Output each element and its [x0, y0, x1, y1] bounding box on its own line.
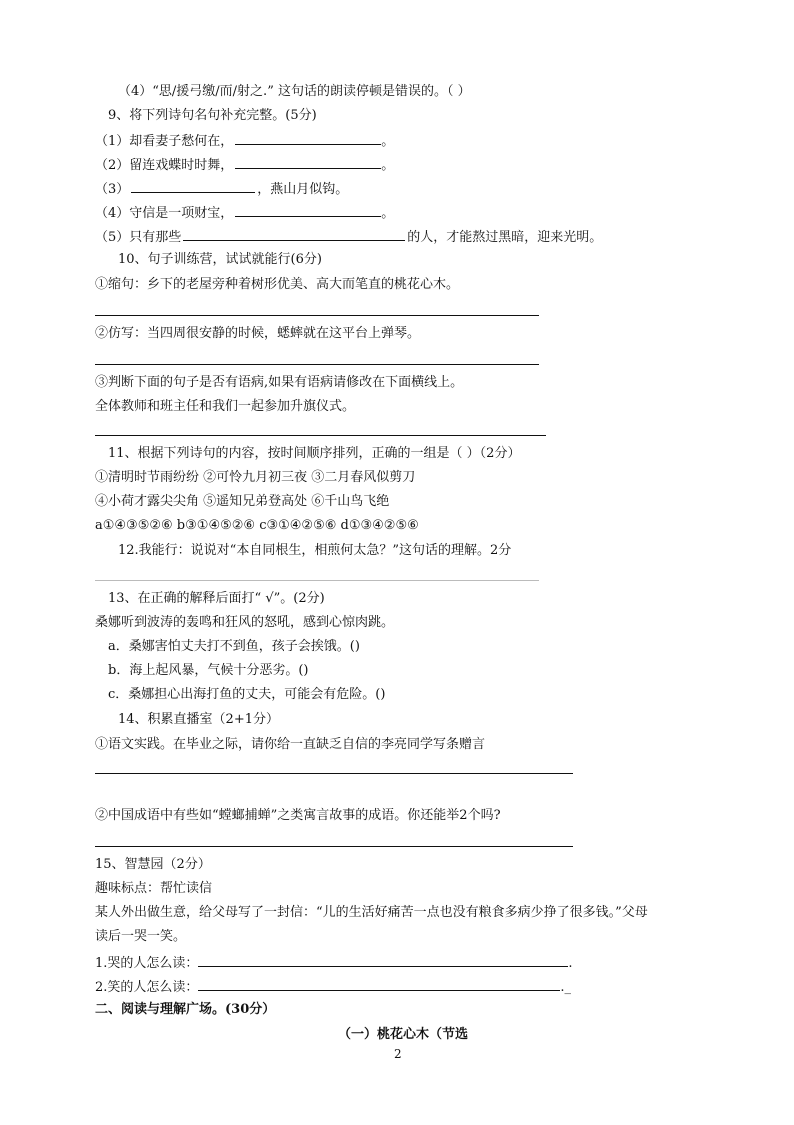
q14-title: 14、积累直播室（2+1分） — [118, 712, 279, 727]
answer-line[interactable] — [95, 580, 539, 581]
q12-title: 12.我能行：说说对“本自同根生，相煎何太急？”这句话的理解。2分 — [118, 543, 512, 558]
q11-title: 11、根据下列诗句的内容，按时间顺序排列，正确的一组是（ ）（2分） — [108, 446, 521, 461]
q8-item-4: （4）“思/援弓缴/而/射之.” 这句话的朗读停顿是错误的。（ ） — [118, 84, 471, 99]
q10-item-a: ①缩句：乡下的老屋旁种着树形优美、高大而笔直的桃花心木。 — [95, 277, 460, 292]
q13-option-a: a．桑娜害怕丈夫打不到鱼，孩子会挨饿。() — [108, 639, 360, 654]
q10-sentence: 全体教师和班主任和我们一起参加升旗仪式。 — [95, 399, 356, 414]
q13-option-c: c．桑娜担心出海打鱼的丈夫，可能会有危险。() — [108, 687, 386, 702]
q9-title: 9、将下列诗句名句补充完整。(5分) — [108, 108, 317, 123]
q9-line-4: （4）守信是一项财宝， 。 — [95, 203, 394, 223]
answer-line[interactable] — [95, 435, 546, 436]
answer-blank[interactable] — [198, 977, 560, 991]
q9-line-1: （1）却看妻子愁何在， 。 — [95, 131, 394, 151]
q9-line-5: （5）只有那些 的人，才能熬过黑暗，迎来光明。 — [95, 227, 602, 247]
q15-question-1: 1.哭的人怎么读： . — [95, 953, 573, 973]
answer-line[interactable] — [95, 315, 539, 316]
q9-line-2: （2）留连戏蝶时时舞， 。 — [95, 155, 394, 175]
q9-line-3: （3） ，燕山月似钩。 — [95, 179, 348, 199]
q15-subtitle: 趣味标点：帮忙读信 — [95, 881, 213, 896]
q11-poems-row-1: ①清明时节雨纷纷 ②可怜九月初三夜 ③二月春风似剪刀 — [95, 470, 416, 485]
q14-item-a: ①语文实践。在毕业之际，请你给一直缺乏自信的李亮同学写条赠言 — [95, 737, 486, 752]
q10-item-b: ②仿写：当四周很安静的时候，蟋蟀就在这平台上弹琴。 — [95, 326, 421, 341]
page-number: 2 — [394, 1047, 402, 1061]
q14-item-b: ②中国成语中有些如“螳螂捕蝉”之类寓言故事的成语。你还能举2个吗? — [95, 808, 501, 823]
section-2-heading: 二、阅读与理解广场。(30分） — [95, 1002, 276, 1017]
answer-line[interactable] — [95, 364, 539, 365]
answer-blank[interactable] — [183, 227, 405, 241]
q11-poems-row-2: ④小荷才露尖尖角 ⑤遥知兄弟登高处 ⑥千山鸟飞绝 — [95, 494, 390, 509]
q15-paragraph-1: 某人外出做生意，给父母写了一封信：“儿的生活好痛苦一点也没有粮食多病少挣了很多钱。”父母 — [95, 905, 648, 920]
answer-blank[interactable] — [198, 953, 568, 967]
q15-paragraph-2: 读后一哭一笑。 — [95, 929, 187, 944]
q11-options: a①④③⑤②⑥ b③①④⑤②⑥ c③①④②⑤⑥ d①③④②⑤⑥ — [95, 518, 419, 533]
q13-option-b: b．海上起风暴，气候十分恶劣。() — [108, 663, 309, 678]
answer-blank[interactable] — [235, 131, 381, 145]
q10-item-c: ③判断下面的句子是否有语病,如果有语病请修改在下面横线上。 — [95, 375, 464, 390]
answer-line[interactable] — [95, 846, 573, 847]
q13-title: 13、在正确的解释后面打“ √”。(2分) — [108, 591, 325, 606]
passage-title: （一）桃花心木（节选 — [338, 1027, 469, 1042]
q15-title: 15、智慧园（2分） — [95, 857, 211, 872]
answer-line[interactable] — [95, 773, 573, 774]
answer-blank[interactable] — [131, 179, 255, 193]
q15-question-2: 2.笑的人怎么读： ._ — [95, 977, 571, 997]
answer-blank[interactable] — [235, 155, 381, 169]
q13-sentence: 桑娜听到波涛的轰鸣和狂风的怒吼，感到心惊肉跳。 — [95, 615, 395, 630]
answer-blank[interactable] — [235, 203, 381, 217]
q10-title: 10、句子训练营，试试就能行(6分) — [118, 252, 322, 267]
